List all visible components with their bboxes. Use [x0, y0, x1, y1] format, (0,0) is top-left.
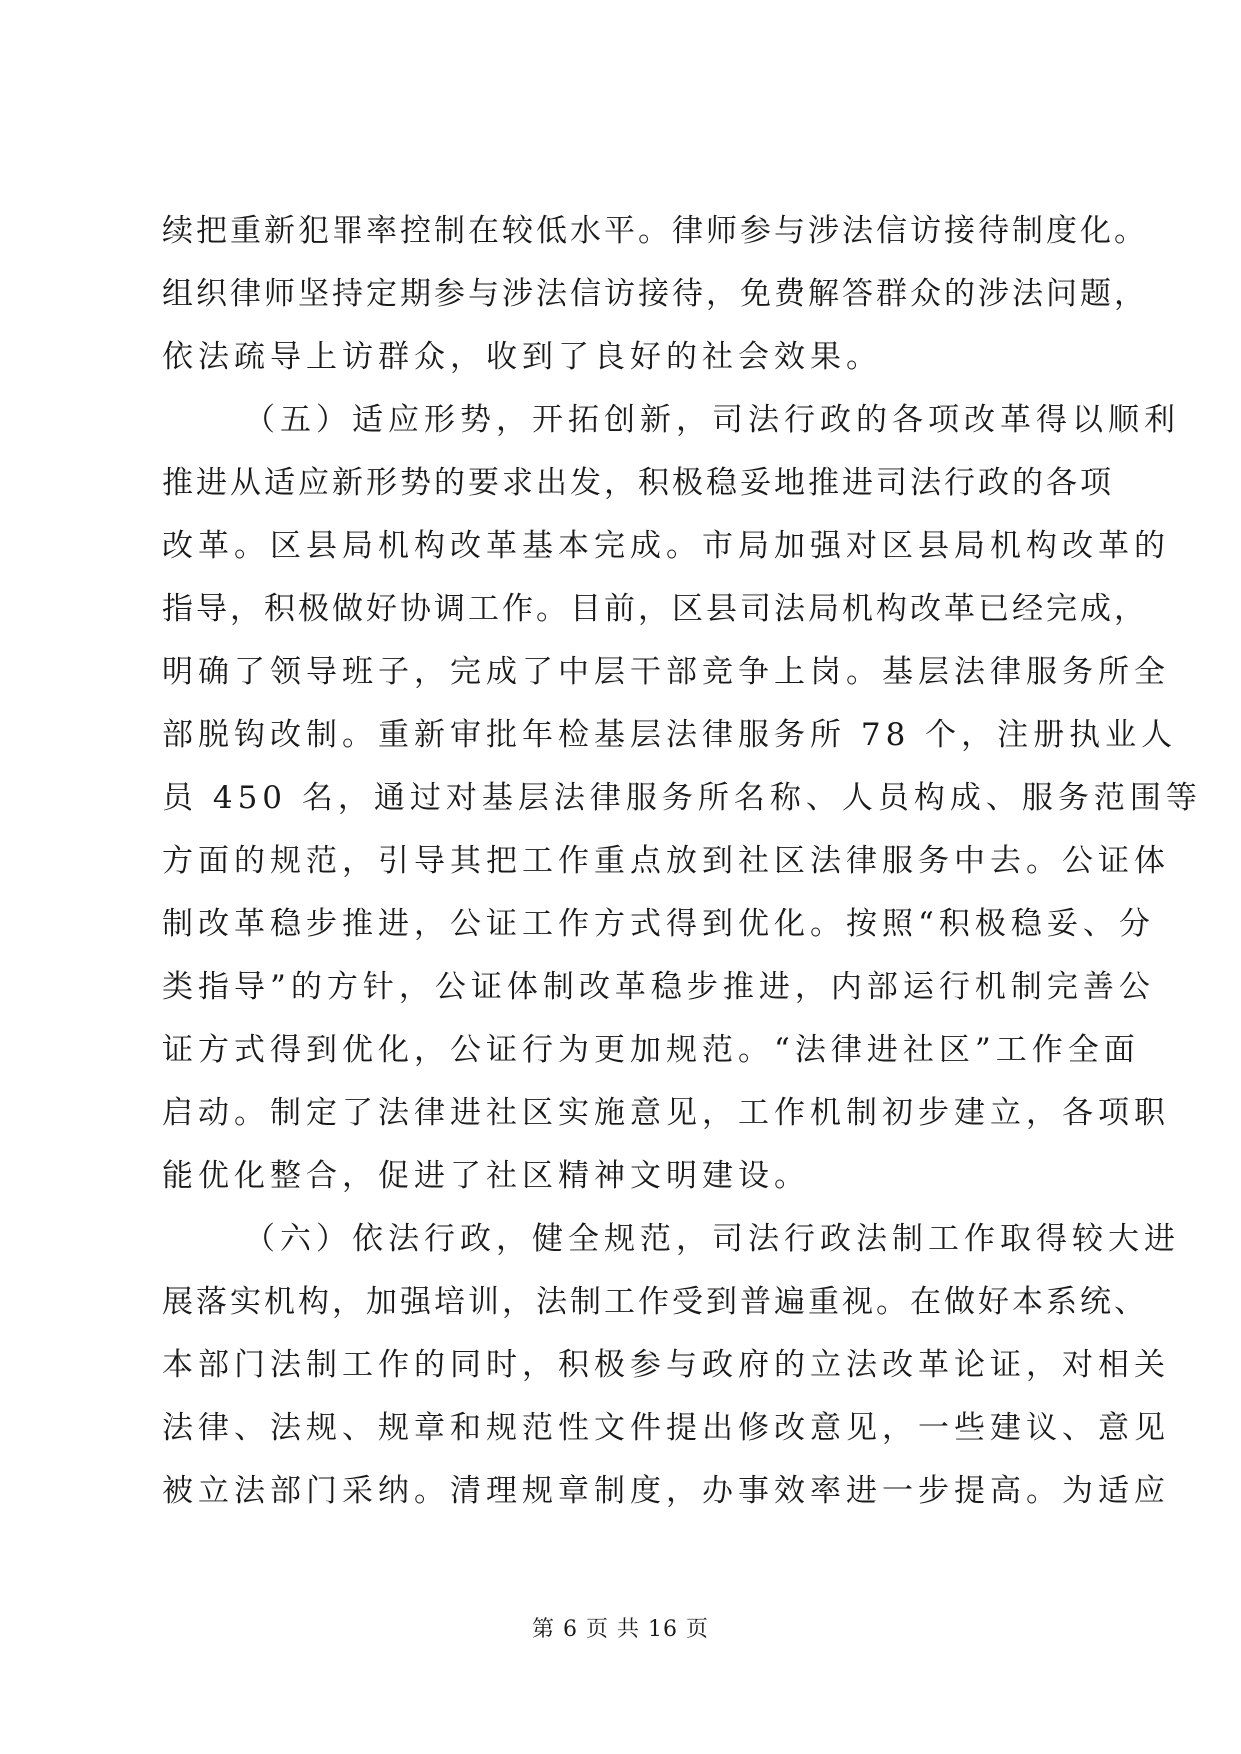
- text-line-18: 展落实机构，加强培训，法制工作受到普遍重视。在做好本系统、: [162, 1284, 1148, 1320]
- text-line-6: 改革。区县局机构改革基本完成。市局加强对区县局机构改革的: [162, 528, 1170, 564]
- text-line-2: 组织律师坚持定期参与涉法信访接待，免费解答群众的涉法问题，: [162, 276, 1148, 312]
- text-line-14: 证方式得到优化，公证行为更加规范。“法律进社区”工作全面: [162, 1032, 1140, 1068]
- text-line-13: 类指导”的方针，公证体制改革稳步推进，内部运行机制完善公: [162, 969, 1155, 1005]
- text-line-15: 启动。制定了法律进社区实施意见，工作机制初步建立，各项职: [162, 1095, 1170, 1131]
- section-heading-5: （五）适应形势，开拓创新，司法行政的各项改革得以顺利: [244, 402, 1180, 438]
- text-line-21: 被立法部门采纳。清理规章制度，办事效率进一步提高。为适应: [162, 1473, 1170, 1509]
- text-line-9: 部脱钩改制。重新审批年检基层法律服务所 78 个，注册执业人: [162, 717, 1178, 753]
- text-line-12: 制改革稳步推进，公证工作方式得到优化。按照“积极稳妥、分: [162, 906, 1155, 942]
- text-line-16: 能优化整合，促进了社区精神文明建设。: [162, 1158, 810, 1194]
- text-line-8: 明确了领导班子，完成了中层干部竞争上岗。基层法律服务所全: [162, 654, 1170, 690]
- text-line-5: 推进从适应新形势的要求出发，积极稳妥地推进司法行政的各项: [162, 465, 1114, 501]
- text-line-10: 员 450 名，通过对基层法律服务所名称、人员构成、服务范围等: [162, 780, 1202, 816]
- document-body: [162, 200, 1202, 1523]
- text-line-20: 法律、法规、规章和规范性文件提出修改意见，一些建议、意见: [162, 1410, 1170, 1446]
- text-line-19: 本部门法制工作的同时，积极参与政府的立法改革论证，对相关: [162, 1347, 1170, 1383]
- text-line-11: 方面的规范，引导其把工作重点放到社区法律服务中去。公证体: [162, 843, 1170, 879]
- section-heading-6: （六）依法行政，健全规范，司法行政法制工作取得较大进: [244, 1221, 1180, 1257]
- text-line-1: 续把重新犯罪率控制在较低水平。律师参与涉法信访接待制度化。: [162, 213, 1148, 249]
- page-number-footer: 第 6 页 共 16 页: [532, 1617, 709, 1642]
- text-line-3: 依法疏导上访群众，收到了良好的社会效果。: [162, 339, 882, 375]
- text-line-7: 指导，积极做好协调工作。目前，区县司法局机构改革已经完成，: [162, 591, 1148, 627]
